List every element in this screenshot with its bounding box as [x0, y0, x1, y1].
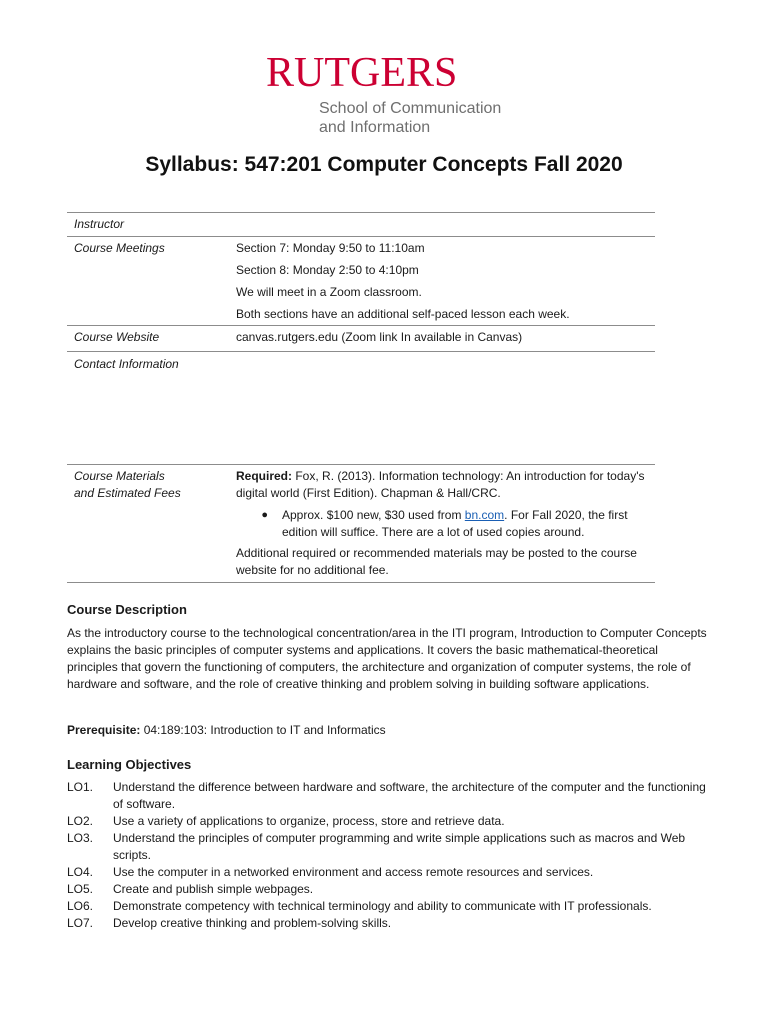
logo-wordmark: RUTGERS [266, 50, 458, 96]
prerequisite-value: 04:189:103: Introduction to IT and Informatics [140, 723, 386, 737]
table-row-website [67, 325, 655, 351]
lo-number: LO5. [67, 882, 94, 896]
logo-subtitle-line1: School of Communication [319, 100, 502, 117]
rutgers-logo [266, 50, 526, 136]
contact-value [236, 356, 655, 464]
lo-text: Use the computer in a networked environment and access remote resources and services. [113, 865, 594, 879]
lo-number: LO1. [67, 780, 94, 794]
meeting-line: Section 8: Monday 2:50 to 4:10pm [236, 263, 419, 277]
website-label: Course Website [74, 330, 160, 344]
list-item [67, 915, 707, 932]
materials-required [236, 468, 655, 502]
meetings-label: Course Meetings [74, 241, 165, 255]
contact-label: Contact Information [74, 357, 179, 371]
page-title: Syllabus: 547:201 Computer Concepts Fall 2020 [145, 153, 623, 176]
required-label: Required: [236, 469, 293, 483]
learning-objectives-heading: Learning Objectives [67, 757, 192, 772]
list-item [67, 864, 707, 881]
logo-subtitle [319, 99, 501, 137]
meeting-line: Both sections have an additional self-paced lesson each week. [236, 307, 570, 321]
bullet-text [282, 507, 655, 541]
list-item [67, 898, 707, 915]
materials-label [67, 468, 236, 582]
course-description-heading: Course Description [67, 602, 187, 617]
lo-number: LO6. [67, 899, 94, 913]
lo-number: LO2. [67, 814, 94, 828]
materials-label-line1: Course Materials [74, 469, 165, 483]
required-text: Fox, R. (2013). Information technology: An introduction for today's digital world (First Edition). Chapman & Hall/CRC. [236, 469, 645, 500]
instructor-label: Instructor [74, 217, 125, 231]
website-value: canvas.rutgers.edu (Zoom link In available in Canvas) [236, 330, 523, 344]
lo-number: LO3. [67, 831, 94, 845]
materials-bullet [236, 507, 655, 541]
bn-com-link[interactable]: bn.com [464, 508, 505, 522]
course-info-table [67, 212, 655, 583]
list-item [67, 813, 707, 830]
list-item [67, 779, 707, 813]
lo-text: Create and publish simple webpages. [113, 882, 314, 896]
lo-text: Understand the principles of computer programming and write simple applications such as macros and Web scripts. [113, 831, 686, 862]
learning-objectives-list [67, 779, 707, 932]
bullet-prefix: Approx. $100 new, $30 used from [282, 508, 465, 522]
list-item [67, 881, 707, 898]
bullet-suffix: . For Fall 2020, the first edition will suffice. There are a lot of used copies around. [282, 508, 628, 539]
lo-text: Demonstrate competency with technical terminology and ability to communicate with IT professionals. [113, 899, 652, 913]
learning-objectives-heading-block [67, 756, 707, 773]
meetings-value [236, 240, 655, 325]
list-item [67, 830, 707, 864]
lo-number: LO7. [67, 916, 94, 930]
lo-text: Use a variety of applications to organize, process, store and retrieve data. [113, 814, 505, 828]
lo-number: LO4. [67, 865, 94, 879]
table-row-contact [67, 351, 655, 464]
course-description-heading-block [67, 601, 707, 618]
prerequisite [67, 722, 707, 739]
instructor-value [236, 216, 655, 236]
logo-subtitle-line2: and Information [319, 119, 431, 136]
prerequisite-label: Prerequisite: [67, 723, 141, 737]
table-row-meetings [67, 236, 655, 325]
lo-text: Understand the difference between hardware and software, the architecture of the computer and the functioning of software. [113, 780, 706, 811]
meeting-line: Section 7: Monday 9:50 to 11:10am [236, 241, 425, 255]
table-row-materials [67, 464, 655, 583]
lo-text: Develop creative thinking and problem-solving skills. [113, 916, 392, 930]
materials-label-line2: and Estimated Fees [74, 486, 181, 500]
table-row-instructor [67, 212, 655, 236]
bullet-icon: ● [261, 509, 268, 521]
materials-additional: Additional required or recommended materials may be posted to the course website for no additional fee. [236, 546, 637, 577]
meeting-line: We will meet in a Zoom classroom. [236, 285, 422, 299]
course-description-text: As the introductory course to the technological concentration/area in the ITI program, Introduction to Computer Concepts explains the basic principles of computer systems and applications. It covers the basic mathematical-theoretical principles that govern the functioning of computers, the architecture and organization of computer systems, the role of hardware and software, and the role of creative thinking and problem solving in building software applications. [67, 626, 707, 691]
materials-value [236, 468, 655, 582]
